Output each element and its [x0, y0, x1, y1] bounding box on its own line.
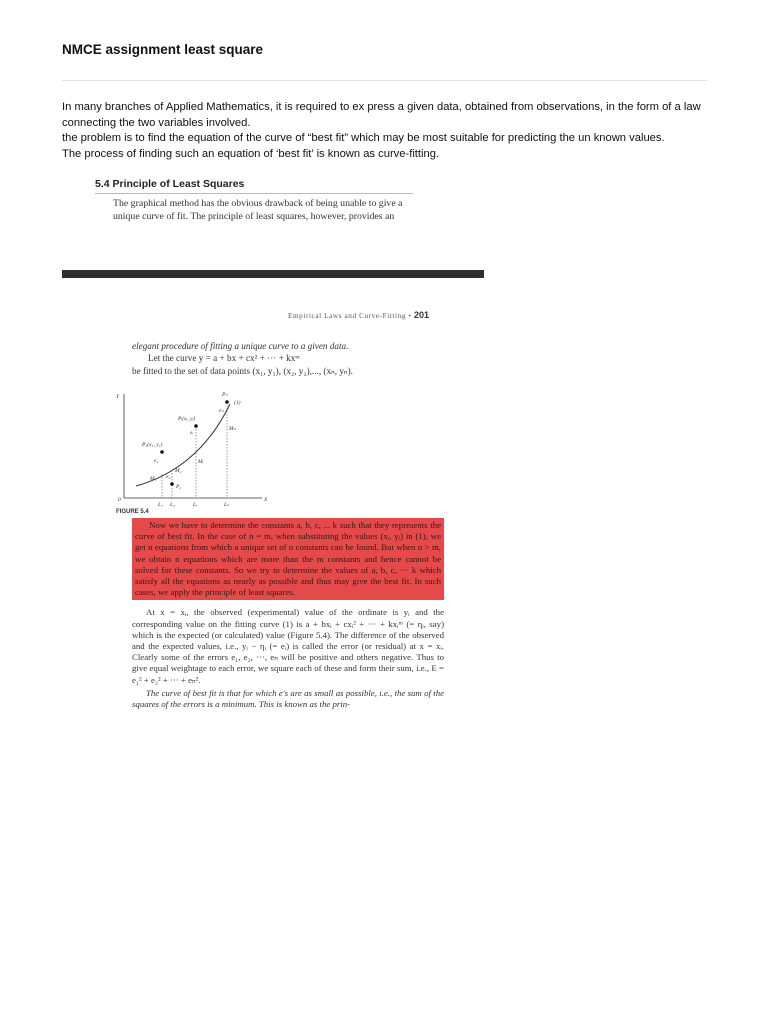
label-mn: Mₙ [229, 426, 236, 432]
intro-text [62, 100, 712, 162]
section-heading: 5.4 Principle of Least Squares [95, 178, 413, 194]
label-ei: eᵢ [190, 430, 194, 436]
scanned-excerpt-1 [95, 178, 425, 223]
label-pi: Pᵢ(xᵢ, yᵢ) [178, 416, 196, 422]
running-head [288, 310, 429, 320]
curve-label: (1) [234, 400, 241, 406]
highlighted-passage: Now we have to determine the constants a, b, c, ... k such that they represents the curve of best fit. In the case of n = m, when substituting the values (xᵢ, yᵢ) in (1), we get n equations from which a unique set of n constants can be found. But when n > m, we obtain n equations which are more than the m constants and hence cannot be solved for these constants. So we try to determine the values of a, b, c, ··· k which satisfy all the equations as nearly as possible and thus may give the best fit. In such cases, we apply the principle of least squares. [132, 518, 444, 600]
least-squares-figure [112, 390, 272, 510]
label-ln: Lₙ [224, 502, 230, 508]
scanned-excerpt-3 [132, 518, 444, 710]
intro-paragraph: In many branches of Applied Mathematics, it is required to ex press a given data, obtained from observations, in the form of a law connecting the two variables involved. [62, 101, 701, 129]
label-li: Lᵢ [193, 502, 197, 508]
excerpt-text: The graphical method has the obvious drawback of being unable to give a unique curve of fit. The principle of least squares, however, provides an [113, 198, 403, 222]
y-axis-label: Y [116, 394, 120, 400]
scanned-excerpt-2 [132, 340, 444, 377]
label-p2: P₂ [176, 484, 182, 490]
excerpt-line: elegant procedure of fitting a unique curve to a given data. [132, 341, 349, 351]
point-p1 [160, 450, 164, 454]
intro-paragraph: the problem is to find the equation of the curve of “best fit” which may be most suitable for predicting the un known values. [62, 132, 665, 145]
excerpt-line: Let the curve y = a + bx + cx² + ··· + kxᵐ [148, 353, 300, 364]
page-number: 201 [413, 310, 429, 320]
excerpt-paragraph: The curve of best fit is that for which e's are as small as possible, i.e., the sum of the squares of the errors is a minimum. This is known as the prin- [132, 687, 444, 710]
figure-caption: FIGURE 5.4 [116, 509, 149, 515]
label-e1: e₁ [154, 458, 159, 464]
page-break-bar [62, 270, 484, 278]
excerpt-paragraph: At x = xᵢ, the observed (experimental) value of the ordinate is yᵢ and the corresponding value on the fitting curve (1) is a + bxᵢ + cxᵢ² + ··· + kxᵢᵐ (= ηᵢ, say) which is the expected (or calculated) value (Figure 5.4). The difference of the observed and the expected values, i.e., yᵢ − ηᵢ (= eᵢ) is called the error (or residual) at x = xᵢ. Clearly some of the errors e₁, e₂, ···, eₙ will be positive and others negative. Thus to give equal weightage to each error, we square each of these and form their sum, i.e., E = e₁² + e₂² + ··· + eₙ². [132, 607, 444, 685]
point-p2 [170, 482, 174, 486]
label-mi: Mᵢ [198, 459, 204, 465]
origin-label: 0 [118, 497, 121, 503]
label-m2: M₂ [175, 468, 182, 474]
label-p1: P₁(x₁, y₁) [142, 442, 163, 448]
label-pn: Pₙ [222, 392, 228, 398]
label-en: eₙ [219, 408, 224, 414]
intro-paragraph: The process of finding such an equation of ‘best fit’ is known as curve-fitting. [62, 147, 440, 160]
excerpt-line: be fitted to the set of data points (x₁, y₁), (x₂, y₂),..., (xₙ, yₙ). [132, 365, 353, 376]
x-axis-label: X [264, 497, 268, 503]
point-pi [194, 424, 198, 428]
point-pn [225, 400, 229, 404]
label-l1: L₁ [158, 502, 163, 508]
page-title: NMCE assignment least square [62, 42, 264, 57]
title-divider [62, 80, 707, 81]
label-l2: L₂ [170, 502, 175, 508]
label-e2: e₂ [166, 474, 171, 480]
running-head-title: Empirical Laws and Curve-Fitting • [288, 312, 412, 320]
label-m1: M₁ [150, 476, 157, 482]
